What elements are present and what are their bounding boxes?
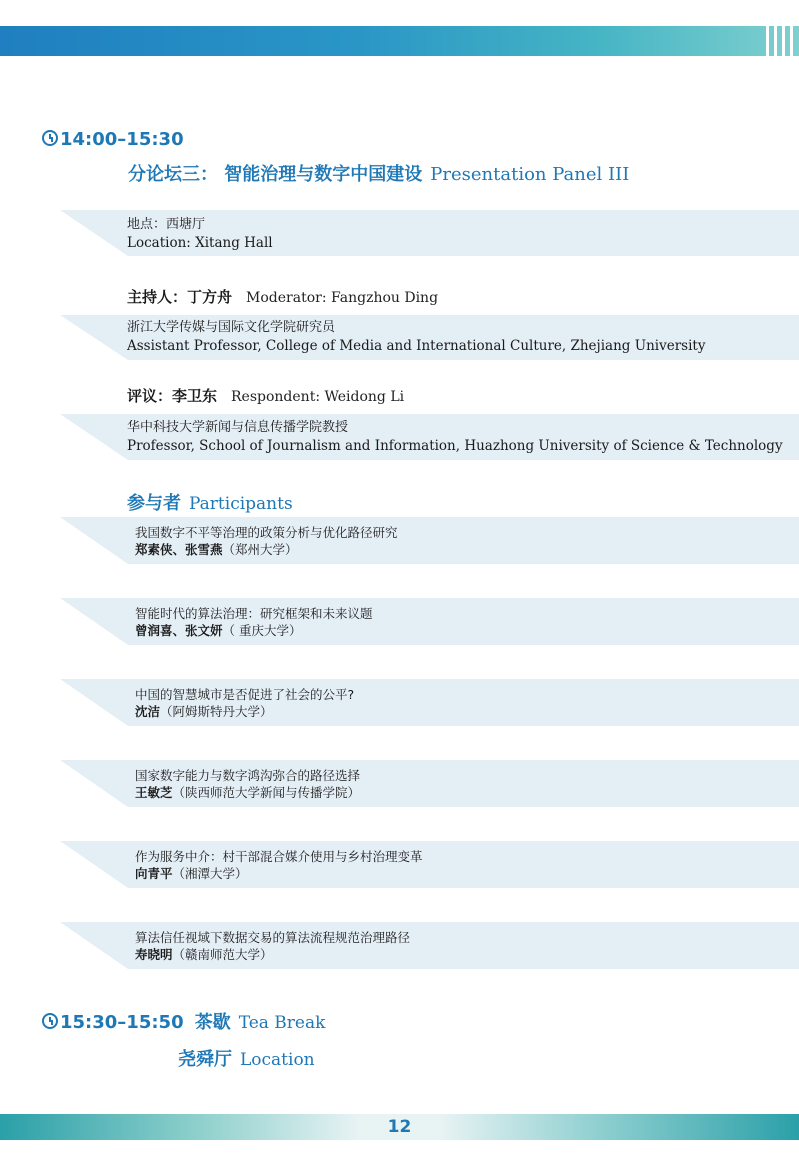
participant-names: 寿晓明 xyxy=(135,947,173,962)
session-time xyxy=(42,129,184,150)
tea-break-title-en: Tea Break xyxy=(238,1013,326,1033)
participants-title-en: Participants xyxy=(189,494,293,514)
panel-title-en: Presentation Panel III xyxy=(430,164,630,185)
location-zh: 地点：西塘厅 xyxy=(127,217,206,232)
respondent-affiliation xyxy=(127,419,783,455)
moderator-role: 主持人：丁方舟 xyxy=(127,288,233,306)
participant-names: 向青平 xyxy=(135,866,173,881)
participant-names: 郑素侠、张雪燕 xyxy=(135,542,223,557)
panel-title xyxy=(128,160,629,186)
header-stripes xyxy=(766,26,793,56)
participant-item xyxy=(135,848,423,882)
respondent-affiliation-zh: 华中科技大学新闻与信息传播学院教授 xyxy=(127,420,349,435)
participant-item xyxy=(135,524,398,558)
tea-break-location xyxy=(178,1045,315,1071)
participant-names: 曾润喜、张文妍 xyxy=(135,623,223,638)
tea-break-location-zh: 尧舜厅 xyxy=(178,1049,232,1070)
location-info xyxy=(127,216,273,252)
participant-affiliation: （湘潭大学） xyxy=(172,866,248,881)
moderator-name-en: Moderator: Fangzhou Ding xyxy=(246,290,439,306)
moderator-affiliation-en: Assistant Professor, College of Media and International Culture, Zhejiang University xyxy=(127,338,706,354)
participant-item xyxy=(135,605,373,639)
respondent-line xyxy=(127,385,404,406)
participant-names: 王敏芝 xyxy=(135,785,173,800)
participant-affiliation: （陕西师范大学新闻与传播学院） xyxy=(172,785,361,800)
moderator-line xyxy=(127,286,438,307)
moderator-affiliation xyxy=(127,319,705,355)
participant-item xyxy=(135,929,410,963)
participant-paper-title: 智能时代的算法治理：研究框架和未来议题 xyxy=(135,606,373,621)
participant-paper-title: 国家数字能力与数字鸿沟弥合的路径选择 xyxy=(135,768,361,783)
participant-paper-title: 作为服务中介：村干部混合媒介使用与乡村治理变革 xyxy=(135,849,423,864)
participant-item xyxy=(135,767,360,801)
header-bar xyxy=(0,26,799,56)
tea-break-time-text: 15:30–15:50 xyxy=(60,1012,184,1033)
location-en: Location: Xitang Hall xyxy=(127,235,273,251)
participant-affiliation: （ 重庆大学） xyxy=(222,623,302,638)
session-time-text: 14:00–15:30 xyxy=(60,129,184,150)
tea-break-title-zh: 茶歇 xyxy=(194,1012,231,1033)
participant-affiliation: （郑州大学） xyxy=(222,542,298,557)
tea-break-location-en: Location xyxy=(240,1050,315,1070)
clock-icon xyxy=(42,1013,58,1029)
participant-paper-title: 算法信任视域下数据交易的算法流程规范治理路径 xyxy=(135,930,411,945)
participant-names: 沈洁 xyxy=(135,704,161,719)
clock-icon xyxy=(42,130,58,146)
tea-break-time xyxy=(42,1012,184,1033)
moderator-affiliation-zh: 浙江大学传媒与国际文化学院研究员 xyxy=(127,320,336,335)
tea-break-line xyxy=(42,1008,325,1034)
participants-title-zh: 参与者 xyxy=(127,493,181,514)
respondent-name-en: Respondent: Weidong Li xyxy=(231,389,405,405)
respondent-affiliation-en: Professor, School of Journalism and Information, Huazhong University of Science & Technology xyxy=(127,438,783,454)
respondent-role: 评议：李卫东 xyxy=(127,387,218,405)
participant-item xyxy=(135,686,354,720)
participant-affiliation: （赣南师范大学） xyxy=(172,947,273,962)
participant-affiliation: （阿姆斯特丹大学） xyxy=(160,704,273,719)
page-number: 12 xyxy=(387,1117,412,1137)
participants-title xyxy=(127,489,293,515)
participant-paper-title: 中国的智慧城市是否促进了社会的公平? xyxy=(135,687,355,702)
participant-paper-title: 我国数字不平等治理的政策分析与优化路径研究 xyxy=(135,525,398,540)
panel-title-zh: 分论坛三： 智能治理与数字中国建设 xyxy=(128,164,423,185)
